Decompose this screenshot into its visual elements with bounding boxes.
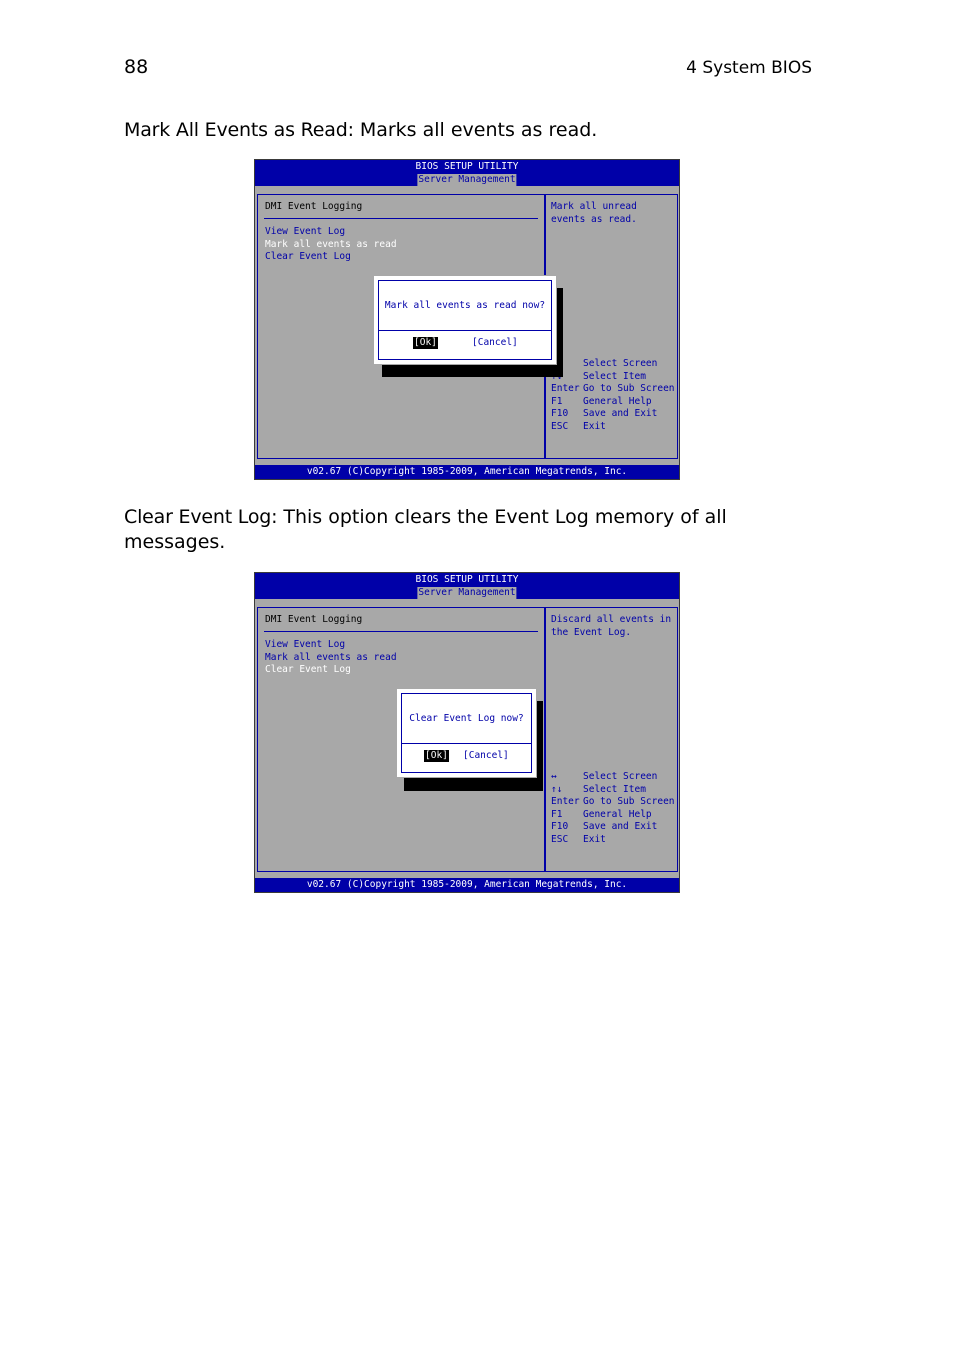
key-label: Enter: [551, 383, 580, 395]
help-text: Discard all events in the Event Log.: [551, 614, 672, 638]
key-legend: [551, 358, 675, 434]
key-row: [551, 796, 675, 809]
panel-heading: DMI Event Logging: [265, 614, 363, 625]
key-description: Select Item: [583, 783, 646, 795]
bios-title: BIOS SETUP UTILITY: [415, 161, 519, 172]
running-head: 4 System BIOS: [686, 58, 812, 78]
key-row: [551, 371, 675, 384]
menu-item-clear-event-log[interactable]: Clear Event Log: [265, 251, 351, 263]
panel-heading: DMI Event Logging: [265, 201, 363, 212]
key-row: [551, 383, 675, 396]
key-row: [551, 821, 675, 834]
menu-item-mark-all-read[interactable]: Mark all events as read: [265, 651, 397, 663]
paragraph-mark-all-events: [124, 118, 764, 143]
divider: [264, 631, 538, 632]
key-label: ↑↓: [551, 783, 563, 795]
key-description: Save and Exit: [583, 408, 658, 420]
menu-item-view-event-log[interactable]: View Event Log: [265, 226, 346, 237]
cancel-button[interactable]: [Cancel]: [472, 337, 518, 348]
key-label: F1: [551, 395, 563, 407]
bios-title: BIOS SETUP UTILITY: [415, 574, 519, 585]
paragraph-clear-event-log: [124, 505, 764, 555]
dialog-question: Clear Event Log now?: [409, 713, 524, 724]
confirm-dialog: [373, 275, 557, 365]
description-text: Marks all events as read.: [353, 119, 598, 141]
page-number: 88: [124, 56, 149, 78]
ok-button[interactable]: [Ok]: [414, 337, 437, 348]
key-description: Select Item: [583, 370, 646, 382]
dialog-divider: [402, 743, 531, 744]
key-row: [551, 408, 675, 421]
menu-item-clear-event-log[interactable]: Clear Event Log: [265, 664, 351, 676]
key-description: General Help: [583, 808, 652, 820]
key-row: [551, 771, 675, 784]
key-label: F10: [551, 821, 569, 833]
bios-footer: v02.67 (C)Copyright 1985-2009, American Megatrends, Inc.: [255, 465, 679, 479]
key-label: ESC: [551, 420, 569, 432]
key-row: [551, 396, 675, 409]
key-row: [551, 784, 675, 797]
divider: [264, 218, 538, 219]
key-label: ESC: [551, 833, 569, 845]
bios-help-panel: [545, 194, 678, 459]
menu-item-view-event-log[interactable]: View Event Log: [265, 639, 346, 650]
key-label: F10: [551, 408, 569, 420]
key-description: Select Screen: [583, 771, 658, 782]
key-label: F1: [551, 808, 563, 820]
description-text: This option clears the Event Log memory of all messages.: [124, 506, 727, 553]
key-description: Exit: [583, 420, 606, 432]
key-legend: [551, 771, 675, 847]
term-mark-all-events: Mark All Events as Read:: [124, 119, 354, 141]
cancel-button[interactable]: [Cancel]: [463, 750, 509, 761]
ok-button[interactable]: [Ok]: [425, 750, 448, 761]
dialog-frame: [378, 280, 552, 360]
key-row: [551, 834, 675, 847]
key-row: [551, 421, 675, 434]
key-label: ↔: [551, 771, 557, 782]
help-text: Mark all unread events as read.: [551, 201, 637, 225]
key-description: Go to Sub Screen: [583, 383, 675, 395]
dialog-frame: [401, 693, 532, 773]
dialog-divider: [379, 330, 551, 331]
bios-footer: v02.67 (C)Copyright 1985-2009, American Megatrends, Inc.: [255, 878, 679, 892]
menu-item-mark-all-read[interactable]: Mark all events as read: [265, 238, 397, 250]
key-description: Exit: [583, 833, 606, 845]
key-description: Save and Exit: [583, 821, 658, 833]
tab-server-management[interactable]: Server Management: [418, 587, 516, 598]
confirm-dialog: [396, 688, 537, 778]
bios-help-panel: [545, 607, 678, 872]
term-clear-event-log: Clear Event Log:: [124, 506, 278, 528]
key-description: Select Screen: [583, 358, 658, 369]
key-description: Go to Sub Screen: [583, 796, 675, 808]
tab-server-management[interactable]: Server Management: [418, 174, 516, 185]
key-row: [551, 358, 675, 371]
bios-screenshot-mark-read: [254, 159, 680, 480]
key-label: Enter: [551, 796, 580, 808]
dialog-question: Mark all events as read now?: [384, 300, 546, 311]
key-row: [551, 809, 675, 822]
key-description: General Help: [583, 395, 652, 407]
bios-screenshot-clear-log: [254, 572, 680, 893]
